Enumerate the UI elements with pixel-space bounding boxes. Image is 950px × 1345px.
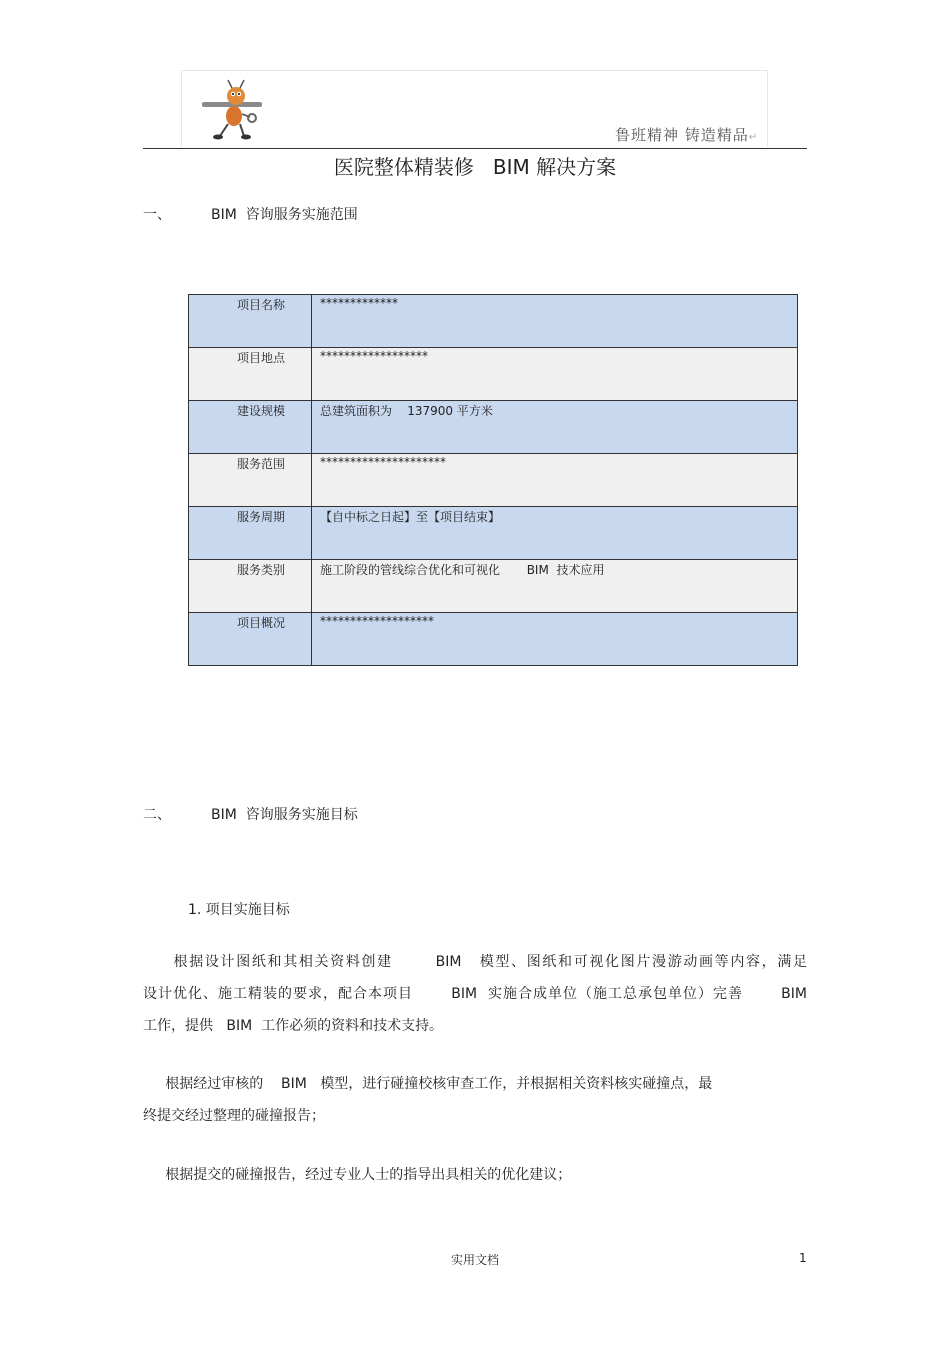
project-info-table: [188, 294, 798, 666]
row-value: *********************: [312, 454, 798, 507]
table-row: [189, 560, 798, 613]
table-row: [189, 507, 798, 560]
subsection-title: 1. 项目实施目标: [188, 902, 290, 918]
row-value: *************: [312, 295, 798, 348]
row-label: 建设规模: [189, 401, 312, 454]
paragraph-mark-icon: ↵: [748, 132, 759, 143]
row-label: 服务类别: [189, 560, 312, 613]
row-value: 【自中标之日起】至【项目结束】: [312, 507, 798, 560]
header-slogan: [615, 124, 758, 145]
paragraph-1: [143, 946, 807, 1042]
table-row: [189, 295, 798, 348]
table-row: [189, 613, 798, 666]
paragraph-line: 根据设计图纸和其相关资料创建 BIM 模型、图纸和可视化图片漫游动画等内容，满足: [143, 954, 807, 970]
paragraph-2: [143, 1068, 807, 1132]
row-label: 项目名称: [189, 295, 312, 348]
slogan-text: 鲁班精神 铸造精品: [615, 126, 749, 144]
row-label: 项目地点: [189, 348, 312, 401]
document-title: 医院整体精装修 BIM 解决方案: [333, 155, 617, 179]
section1-title: BIM 咨询服务实施范围: [211, 207, 358, 223]
page-number: 1: [799, 1251, 807, 1265]
paragraph-line: 根据经过审核的 BIM 模型，进行碰撞校核审查工作，并根据相关资料核实碰撞点，最: [143, 1076, 713, 1092]
row-value: *******************: [312, 613, 798, 666]
table-row: [189, 401, 798, 454]
paragraph-3: [143, 1159, 807, 1191]
section2-number: 二、: [143, 807, 171, 823]
row-label: 服务周期: [189, 507, 312, 560]
table-row: [189, 454, 798, 507]
row-value: 总建筑面积为 137900 平方米: [312, 401, 798, 454]
row-label: 项目概况: [189, 613, 312, 666]
paragraph-line: 设计优化、施工精装的要求，配合本项目 BIM 实施合成单位（施工总承包单位）完善 BIM: [143, 986, 807, 1002]
row-value: ******************: [312, 348, 798, 401]
footer-label: 实用文档: [450, 1253, 499, 1267]
paragraph-line: 根据提交的碰撞报告，经过专业人士的指导出具相关的优化建议；: [143, 1167, 572, 1183]
paragraph-line: 工作，提供 BIM 工作必须的资料和技术支持。: [143, 1018, 444, 1034]
ant-mascot-logo: [198, 76, 266, 142]
section2-title: BIM 咨询服务实施目标: [211, 807, 358, 823]
row-label: 服务范围: [189, 454, 312, 507]
paragraph-line: 终提交经过整理的碰撞报告；: [143, 1108, 325, 1124]
table-row: [189, 348, 798, 401]
header-rule: [143, 148, 807, 149]
row-value: 施工阶段的管线综合优化和可视化 BIM 技术应用: [312, 560, 798, 613]
section1-number: 一、: [143, 207, 171, 223]
